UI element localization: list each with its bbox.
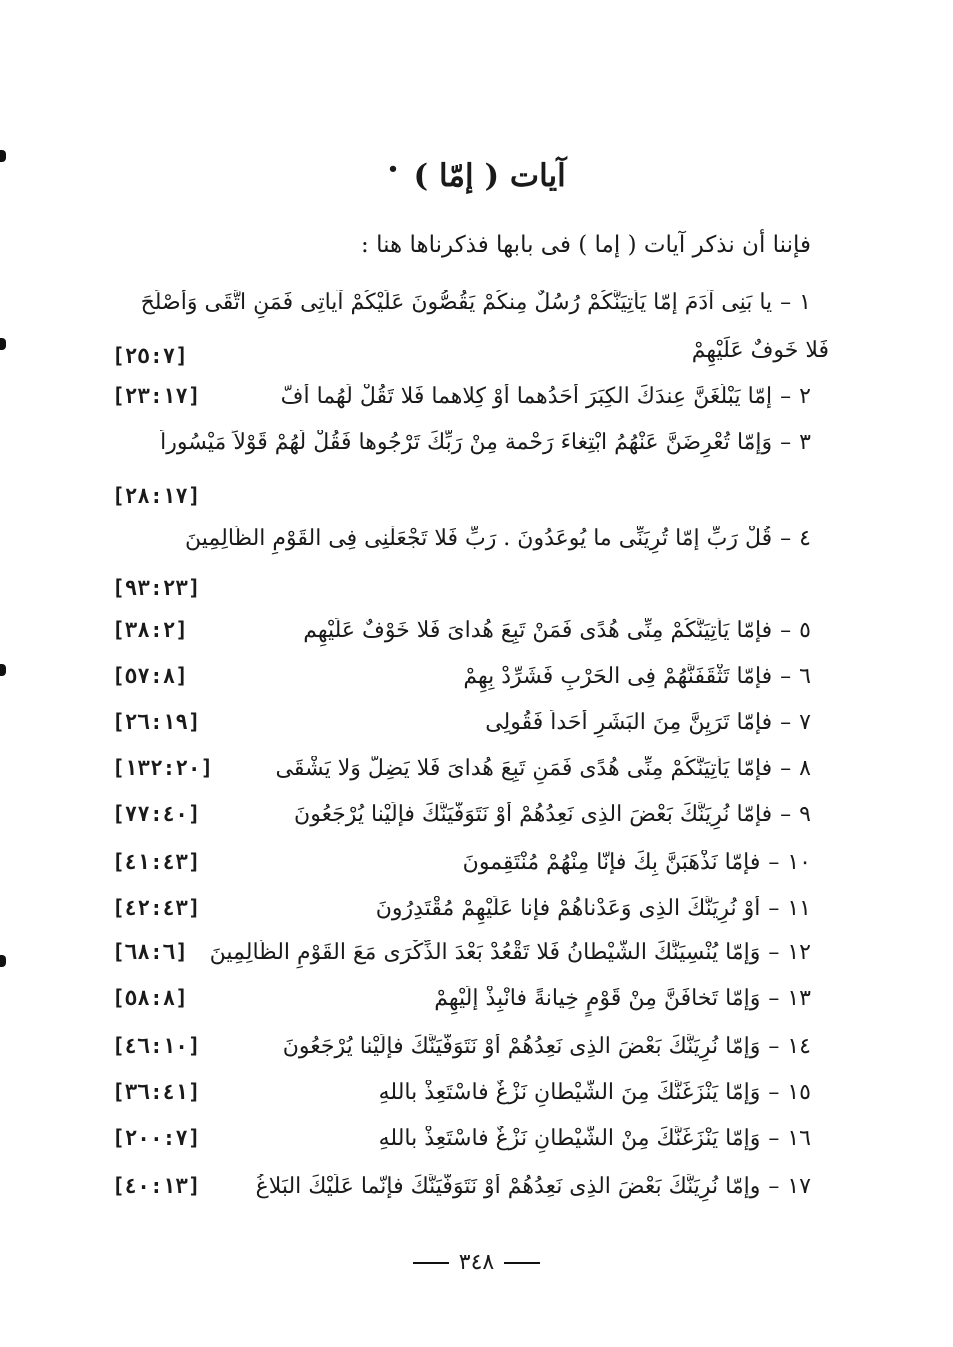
verse-line (112, 710, 811, 754)
dash: – (780, 756, 792, 781)
verse-number: ٦ (799, 664, 811, 689)
margin-mark (0, 664, 6, 676)
verse-text: وإمّا نُرِيَنَّكَ بَعْضَ الذِى نَعِدُهُمْ أَوْ نَتَوَفَّيَنَّكَ فإنّما عَلَيْكَ البَلاغُ (255, 1174, 761, 1199)
intro-text: فإننا أن نذكر آيات ( إما ) فى بابها فذكرناها هنا : (361, 232, 811, 258)
dash: – (768, 1174, 780, 1199)
verse-line (112, 290, 811, 334)
verse-reference: [٢٨:١٧] (112, 484, 201, 508)
verse-text: قُلْ رَبِّ إمّا تُرِيَنِّى ما يُوعَدُونَ . رَبِّ فَلا تَجْعَلْنِى فِى القَوْمِ الظّالِمِينَ (185, 526, 773, 551)
verse-line (112, 1080, 811, 1124)
verse-text: وَإمّا يَنْزَغَنَّكَ مِنَ الشَّيْطانِ نَزْغٌ فاسْتَعِذْ باللهِ (378, 1080, 761, 1105)
dash: – (768, 1126, 780, 1151)
verse-line (112, 850, 811, 894)
verse-text: وَإمّا يُنْسِيَنَّكَ الشَّيْطانُ فَلا تَقْعُدْ بَعْدَ الذِّكْرَى مَعَ القَوْمِ الظّالِمِينَ (209, 940, 761, 965)
verse-number: ١ (799, 290, 811, 315)
verse-number: ١٢ (787, 940, 811, 965)
verse-reference: [٤٢:٤٣] (112, 896, 201, 920)
dash: – (780, 618, 792, 643)
verse-text: إمّا يَبْلُغَنَّ عِندَكَ الكِبَرَ أَحَدُهما أَوْ كِلاهما فَلا تَقُلْ لَهُما أُفّ (280, 384, 773, 409)
dash: – (768, 896, 780, 921)
verse-line (112, 756, 811, 800)
dash: – (780, 526, 792, 551)
page-title (0, 158, 953, 194)
verse-line (112, 940, 811, 984)
dash: – (768, 986, 780, 1011)
dash: – (768, 940, 780, 965)
verse-reference: [٧٧:٤٠] (112, 802, 201, 826)
dash: – (780, 802, 792, 827)
verse-text: فإمّا تَثْقَفَنَّهُمْ فِى الحَرْبِ فَشَرِّدْ بِهِمْ (463, 664, 773, 689)
verse-number: ٣ (799, 430, 811, 455)
verse-reference: [٢٥:٧] (112, 344, 188, 368)
verse-reference: [٢٦:١٩] (112, 710, 201, 734)
verse-line (112, 526, 811, 570)
verse-number: ٨ (799, 756, 811, 781)
margin-mark (0, 338, 6, 350)
verse-reference: [٤٠:١٣] (112, 1174, 201, 1198)
verse-reference: [٣٨:٢] (112, 618, 188, 642)
verse-text: أَوْ نُرِيَنَّكَ الذِى وَعَدْناهُمْ فإنا عَلَيْهِمْ مُقْتَدِرُونَ (375, 896, 761, 921)
verse-text: فإمّا نُرِيَنَّكَ بَعْضَ الذِى نَعِدُهُمْ أَوْ نَتَوَفَّيَنَّكَ فإلَيْنا يُرْجَعُونَ (294, 802, 773, 827)
dash: – (780, 664, 792, 689)
verse-text: وَإمّا نُرِيَنَّكَ بَعْضَ الذِى نَعِدُهُمْ أَوْ نَتَوَفَّيَنَّكَ فإلَيْنا يُرْجَعُونَ (282, 1034, 761, 1059)
verse-line (112, 1174, 811, 1218)
verse-number: ١٧ (787, 1174, 811, 1199)
verse-reference: [٥٧:٨] (112, 664, 188, 688)
page-number: ٣٤٨ (458, 1250, 495, 1275)
verse-reference: [٤٦:١٠] (112, 1034, 201, 1058)
dash: – (780, 290, 792, 315)
footer-rule (504, 1262, 540, 1264)
footer-rule (413, 1262, 449, 1264)
dash: – (768, 1080, 780, 1105)
verse-reference: [٢٠٠:٧] (112, 1126, 201, 1150)
verse-line (112, 1126, 811, 1170)
verse-number: ٥ (799, 618, 811, 643)
verse-text: وَإمّا تُعْرِضَنَّ عَنْهُمُ ابْتِغاءَ رَحْمة مِنْ رَبِّكَ تَرْجُوها فَقُلْ لَهُمْ قَوْلاً مَيْسُوراً (160, 430, 773, 455)
verse-text: يا بَنِى آدَمَ إمّا يَأْتِيَنَّكُمْ رُسُلٌ مِنكُمْ يَقُصُّونَ عَلَيْكُمْ آياتِى فَمَنِ اتَّقَى وَأَصْلَحَ (140, 290, 773, 315)
verse-number: ١٦ (787, 1126, 811, 1151)
verse-number: ٢ (799, 384, 811, 409)
verse-reference: [٣٦:٤١] (112, 1080, 201, 1104)
margin-mark (0, 955, 6, 967)
verse-number: ٤ (799, 526, 811, 551)
verse-text: فإمّا تَرَيِنَّ مِنَ البَشَرِ أَحَداً فَقُولِى (485, 710, 773, 735)
verse-reference: [٥٨:٨] (112, 986, 188, 1010)
verse-number: ١٠ (787, 850, 811, 875)
verse-number: ١١ (787, 896, 811, 921)
dash: – (780, 430, 792, 455)
verse-line (112, 802, 811, 846)
verse-line (112, 384, 811, 428)
dash: – (768, 850, 780, 875)
verse-number: ١٣ (787, 986, 811, 1011)
verse-continuation: فَلا خَوفٌ عَلَيْهِمْ (691, 338, 829, 363)
verse-text: وَإمّا تَخافَنَّ مِنْ قَوْمٍ خِيانةً فانْبِذْ إلَيْهِمْ (434, 986, 761, 1011)
dash: – (780, 710, 792, 735)
verse-text: فإمّا يَأْتِيَنَّكُمْ مِنِّى هُدًى فَمَنْ تَبِعَ هُداىَ فَلا خَوْفٌ عَلَيْهِم (303, 618, 773, 643)
title-footnote-mark: • (387, 158, 399, 180)
title-text: آيات ( إمّا ) (413, 158, 566, 194)
verse-line (112, 430, 811, 474)
verse-line (112, 896, 811, 940)
verse-number: ١٤ (787, 1034, 811, 1059)
verse-reference: [١٣٢:٢٠] (112, 756, 214, 780)
verse-text: فإمّا نَذْهَبَنَّ بِكَ فإنّا مِنْهُمْ مُنْتَقِمونَ (462, 850, 761, 875)
page-footer (0, 1250, 953, 1275)
verse-line (112, 618, 811, 662)
verse-number: ٩ (799, 802, 811, 827)
verse-text: فإمّا يَأْتِيَنَّكُمْ مِنِّى هُدًى فَمَنِ تَبِعَ هُداىَ فَلا يَضِلُّ وَلا يَشْقَى (275, 756, 773, 781)
verse-reference: [٢٣:١٧] (112, 384, 201, 408)
verse-number: ١٥ (787, 1080, 811, 1105)
verse-number: ٧ (799, 710, 811, 735)
dash: – (768, 1034, 780, 1059)
verse-line (112, 986, 811, 1030)
verse-line (112, 664, 811, 708)
dash: – (780, 384, 792, 409)
verse-reference: [٤١:٤٣] (112, 850, 201, 874)
verse-text: وَإمّا يَنْزَغَنَّكَ مِنْ الشَّيْطانِ نَزْغٌ فاسْتَعِذْ باللهِ (378, 1126, 761, 1151)
verse-reference: [٩٣:٢٣] (112, 576, 201, 600)
verse-line (112, 1034, 811, 1078)
verse-reference: [٦٨:٦] (112, 940, 188, 964)
